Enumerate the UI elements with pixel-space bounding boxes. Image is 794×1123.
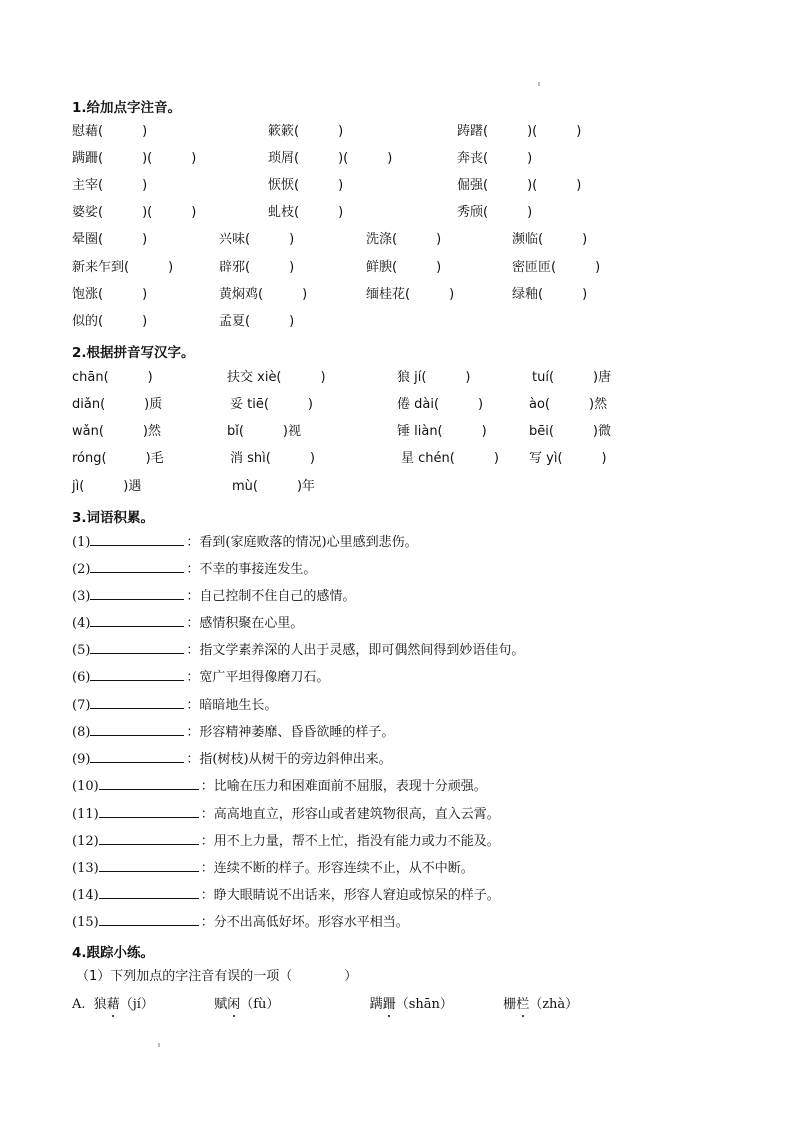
answer-blank[interactable] — [90, 641, 184, 654]
dotted-char: 藉 — [106, 997, 120, 1012]
s2-r1-c1: chān( ) — [72, 370, 153, 385]
vocab-item — [72, 886, 500, 905]
item-number: (9) — [72, 752, 91, 767]
s2-r4-c1: róng( )毛 — [72, 451, 164, 466]
s1-r8-c1: 似的( ) — [72, 314, 148, 329]
page-mark — [158, 1043, 160, 1047]
s2-r4-c3: 星 chén( ) — [401, 451, 499, 466]
s1-r8-c2: 孟夏( ) — [219, 314, 295, 329]
s2-r1-c4: tuí( )唐 — [532, 370, 612, 385]
question-1: （1）下列加点的字注音有误的一项（ ） — [76, 969, 358, 984]
item-definition: ：感情积聚在心里。 — [186, 616, 304, 631]
section-3-title: 3.词语积累。 — [72, 510, 155, 526]
s1-r2-c2: 琐屑( )( ) — [268, 151, 393, 166]
vocab-item — [72, 560, 316, 579]
opt-pinyin: （zhà） — [529, 997, 579, 1012]
s1-r1-c3: 踌躇( )( ) — [457, 124, 582, 139]
s2-r3-c4: bēi( )微 — [529, 424, 612, 439]
s2-r2-c4: ào( )然 — [529, 397, 608, 412]
s1-r1-c1: 慰藉( ) — [72, 124, 148, 139]
vocab-item — [72, 641, 524, 660]
section-2-title: 2.根据拼音写汉字。 — [72, 345, 195, 361]
vocab-item — [72, 750, 392, 769]
section-1-title: 1.给加点字注音。 — [72, 100, 182, 116]
answer-blank[interactable] — [90, 560, 184, 573]
answer-blank[interactable] — [90, 587, 184, 600]
item-definition: ：睁大眼睛说不出话来，形容人窘迫或惊呆的样子。 — [200, 888, 500, 903]
answer-blank[interactable] — [99, 913, 199, 926]
s1-r1-c2: 簌簌( ) — [268, 124, 344, 139]
answer-blank[interactable] — [90, 750, 184, 763]
s2-r2-c2: 妥 tiē( ) — [230, 397, 313, 412]
section-4-title: 4.跟踪小练。 — [72, 945, 155, 961]
s1-r3-c3: 倔强( )( ) — [457, 178, 582, 193]
item-definition: ：宽广平坦得像磨刀石。 — [186, 670, 330, 685]
opt-pinyin: （fù） — [240, 997, 280, 1012]
s1-r7-c1: 饱涨( ) — [72, 287, 148, 302]
answer-blank[interactable] — [99, 859, 199, 872]
s1-r4-c3: 秀颀( ) — [457, 205, 533, 220]
item-number: (8) — [72, 725, 91, 740]
answer-blank[interactable] — [99, 777, 199, 790]
answer-blank[interactable] — [99, 805, 199, 818]
item-definition: ：分不出高低好坏。形容水平相当。 — [200, 915, 409, 930]
vocab-item — [72, 723, 394, 742]
vocab-item — [72, 805, 500, 824]
item-definition: ：指文学素养深的人出于灵感，即可偶然间得到妙语佳句。 — [186, 643, 525, 658]
answer-blank[interactable] — [90, 668, 184, 681]
item-number: (4) — [72, 616, 91, 631]
s1-r7-c2: 黄焖鸡( ) — [219, 287, 308, 302]
vocab-item — [72, 859, 474, 878]
s1-r6-c1: 新来乍到( ) — [72, 260, 174, 275]
item-definition: ：不幸的事接连发生。 — [186, 562, 317, 577]
item-definition: ：连续不断的样子。形容连续不止，从不中断。 — [200, 861, 474, 876]
dotted-char: 栏 — [516, 997, 530, 1012]
dotted-char: 跚 — [382, 997, 396, 1012]
item-number: (2) — [72, 562, 91, 577]
s1-r7-c4: 绿釉( ) — [512, 287, 588, 302]
s1-r5-c1: 晕圈( ) — [72, 232, 148, 247]
vocab-item — [72, 668, 329, 687]
item-number: (10) — [72, 779, 99, 794]
s1-r4-c1: 婆娑( )( ) — [72, 205, 197, 220]
s1-r5-c4: 濒临( ) — [512, 232, 588, 247]
item-number: (12) — [72, 834, 99, 849]
item-number: (7) — [72, 698, 91, 713]
s2-r1-c3: 狼 jí( ) — [397, 370, 471, 385]
s2-r3-c1: wǎn( )然 — [72, 424, 161, 439]
opt-word: 狼 — [93, 997, 107, 1012]
s1-r3-c2: 恹恹( ) — [268, 178, 344, 193]
s1-r2-c3: 奔丧( ) — [457, 151, 533, 166]
s2-r5-c2: mù( )年 — [232, 479, 316, 494]
answer-blank[interactable] — [90, 723, 184, 736]
s1-r6-c4: 密匝匝( ) — [512, 260, 601, 275]
s2-r2-c3: 倦 dài( ) — [397, 397, 484, 412]
s2-r4-c4: 写 yì( ) — [529, 451, 607, 466]
item-number: (11) — [72, 807, 99, 822]
s2-r3-c3: 锤 liàn( ) — [397, 424, 487, 439]
item-number: (6) — [72, 670, 91, 685]
item-number: (5) — [72, 643, 91, 658]
vocab-item — [72, 832, 500, 851]
item-number: (14) — [72, 888, 99, 903]
vocab-item — [72, 777, 487, 796]
opt-word: 蹒 — [369, 997, 383, 1012]
answer-blank[interactable] — [90, 614, 184, 627]
s1-r4-c2: 虬枝( ) — [268, 205, 344, 220]
item-number: (13) — [72, 861, 99, 876]
vocab-item — [72, 696, 277, 715]
answer-blank[interactable] — [99, 886, 199, 899]
s2-r1-c2: 扶交 xiè( ) — [227, 370, 326, 385]
page-mark — [538, 82, 540, 86]
vocab-item — [72, 533, 418, 552]
s1-r3-c1: 主宰( ) — [72, 178, 148, 193]
s1-r5-c3: 洗涤( ) — [366, 232, 442, 247]
opt-word: 赋 — [214, 997, 228, 1012]
item-definition: ：自己控制不住自己的感情。 — [186, 589, 356, 604]
s2-r5-c1: jì( )遇 — [72, 479, 142, 494]
answer-blank[interactable] — [90, 533, 184, 546]
item-definition: ：暗暗地生长。 — [186, 698, 278, 713]
option-label: A. — [72, 997, 86, 1012]
vocab-item — [72, 614, 303, 633]
s1-r2-c1: 蹒跚( )( ) — [72, 151, 197, 166]
s1-r7-c3: 缅桂花( ) — [366, 287, 455, 302]
opt-pinyin: （shān） — [395, 997, 453, 1012]
s1-r5-c2: 兴味( ) — [219, 232, 295, 247]
s2-r3-c2: bǐ( )视 — [227, 424, 302, 439]
item-definition: ：高高地直立，形容山或者建筑物很高，直入云霄。 — [200, 807, 500, 822]
item-definition: ：指(树枝)从树干的旁边斜伸出来。 — [186, 752, 392, 767]
item-definition: ：形容精神萎靡、昏昏欲睡的样子。 — [186, 725, 395, 740]
item-number: (15) — [72, 915, 99, 930]
s1-r6-c3: 鲜腴( ) — [366, 260, 442, 275]
s2-r4-c2: 消 shì( ) — [230, 451, 315, 466]
item-number: (1) — [72, 535, 91, 550]
opt-pinyin: （jí） — [119, 997, 154, 1012]
s2-r2-c1: diǎn( )质 — [72, 397, 163, 412]
dotted-char: 闲 — [227, 997, 241, 1012]
answer-blank[interactable] — [90, 696, 184, 709]
item-definition: ：用不上力量，帮不上忙，指没有能力或力不能及。 — [200, 834, 500, 849]
vocab-item — [72, 913, 409, 932]
opt-word: 栅 — [503, 997, 517, 1012]
option-a[interactable] — [72, 996, 578, 1014]
item-definition: ：比喻在压力和困难面前不屈服，表现十分顽强。 — [200, 779, 487, 794]
answer-blank[interactable] — [99, 832, 199, 845]
item-number: (3) — [72, 589, 91, 604]
item-definition: ：看到(家庭败落的情况)心里感到悲伤。 — [186, 535, 418, 550]
s1-r6-c2: 辟邪( ) — [219, 260, 295, 275]
vocab-item — [72, 587, 355, 606]
